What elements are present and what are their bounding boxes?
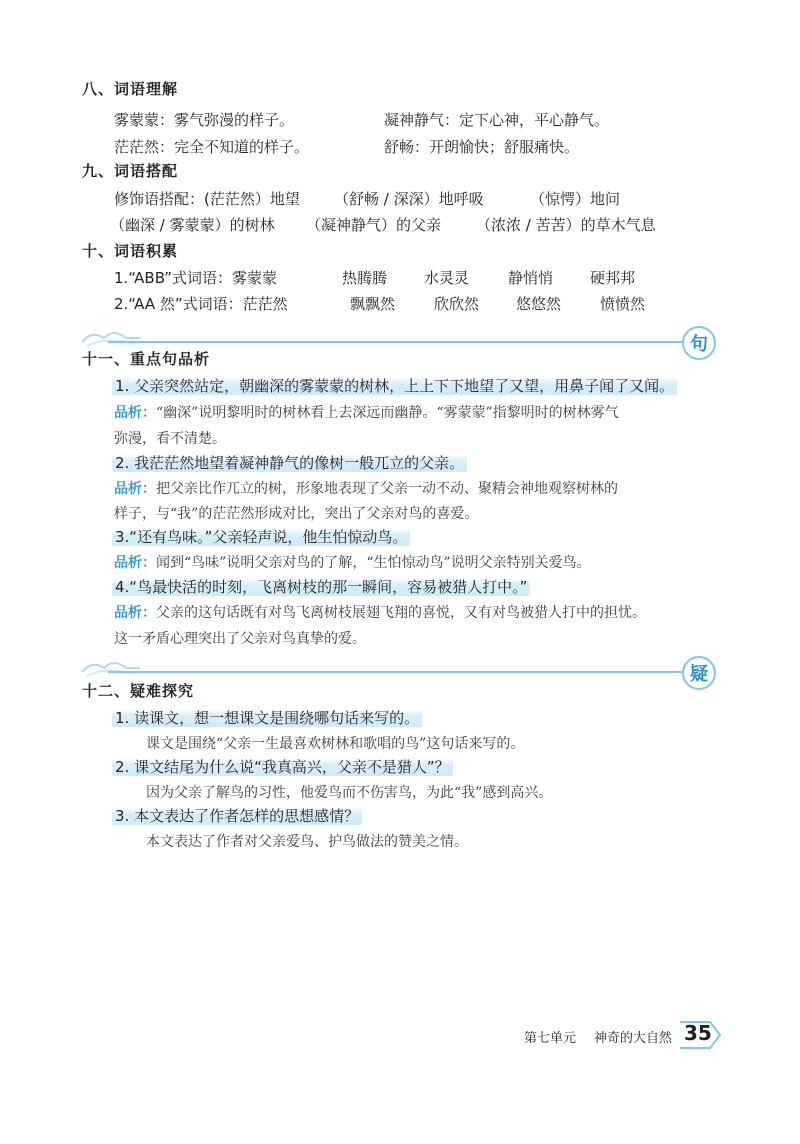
- collocation-item: 修饰语搭配：(茫茫然）地望: [114, 190, 300, 208]
- section-10-title: 十、词语积累: [82, 242, 179, 260]
- footer-unit-title: 神奇的大自然: [594, 1031, 673, 1046]
- question-text: 3. 本文表达了作者怎样的思想感情？: [112, 807, 362, 825]
- collocation-item: （凝神静气）的父亲: [306, 216, 442, 234]
- word-list-item: 热腾腾: [342, 269, 388, 287]
- key-sentence: [112, 452, 467, 473]
- word-list-item: 欣欣然: [434, 295, 480, 313]
- key-sentence-text: 2. 我茫茫然地望着凝神静气的像树一般兀立的父亲。: [112, 454, 467, 472]
- analysis-line: [114, 478, 618, 498]
- word-list-item: 2.“AA 然”式词语：茫茫然: [114, 295, 288, 313]
- answer: 因为父亲了解鸟的习性，他爱鸟而不伤害鸟，为此“我”感到高兴。: [146, 785, 553, 801]
- analysis-text: 闻到“鸟味”说明父亲对鸟的了解，“生怕惊动鸟”说明父亲特别关爱鸟。: [156, 555, 591, 571]
- word-list-item: 悠悠然: [516, 295, 562, 313]
- key-sentence: [112, 526, 410, 547]
- key-sentence-text: 3.“还有鸟味。”父亲轻声说，他生怕惊动鸟。: [112, 528, 410, 546]
- key-sentence: [112, 576, 530, 597]
- key-sentence: [112, 375, 677, 396]
- page-number: 35: [684, 1021, 712, 1045]
- section-12-title: 十二、疑难探究: [82, 682, 195, 700]
- collocation-item: （幽深 / 雾蒙蒙）的树林: [110, 216, 275, 234]
- vocab-item: 茫茫然：完全不知道的样子。: [114, 138, 310, 156]
- analysis-line: [114, 602, 646, 622]
- section-8-title: 八、词语理解: [82, 80, 179, 98]
- answer: 本文表达了作者对父亲爱鸟、护鸟做法的赞美之情。: [146, 834, 468, 850]
- vocab-item: 凝神静气：定下心神，平心静气。: [384, 111, 610, 129]
- analysis-line: 样子，与“我”的茫茫然形成对比，突出了父亲对鸟的喜爱。: [114, 506, 479, 522]
- collocation-item: （惊愕）地问: [530, 190, 621, 208]
- key-sentence-text: 4.“鸟最快活的时刻，飞离树枝的那一瞬间，容易被猎人打中。”: [112, 578, 530, 596]
- word-list-item: 飘飘然: [350, 295, 396, 313]
- analysis-line: [114, 552, 591, 572]
- word-list-item: 1.“ABB”式词语：雾蒙蒙: [114, 269, 277, 287]
- footer-unit: 第七单元: [524, 1031, 577, 1046]
- question: [112, 805, 362, 826]
- analysis-text: 父亲的这句话既有对鸟飞离树枝展翅飞翔的喜悦，又有对鸟被猎人打中的担忧。: [156, 605, 646, 621]
- analysis-line: [114, 402, 619, 422]
- question-badge-icon: 疑: [682, 656, 716, 690]
- key-sentence-text: 1. 父亲突然站定，朝幽深的雾蒙蒙的树林，上上下下地望了又望，用鼻子闻了又闻。: [112, 377, 677, 395]
- section-9-title: 九、词语搭配: [82, 162, 179, 180]
- question: [112, 756, 453, 777]
- analysis-line: 这一矛盾心理突出了父亲对鸟真挚的爱。: [114, 631, 366, 647]
- vocab-item: 舒畅：开朗愉快；舒服痛快。: [384, 138, 580, 156]
- question-text: 1. 读课文，想一想课文是围绕哪句话来写的。: [112, 709, 422, 727]
- analysis-label: 品析：: [114, 481, 156, 497]
- analysis-label: 品析：: [114, 405, 156, 421]
- vocab-item: 雾蒙蒙：雾气弥漫的样子。: [114, 111, 295, 129]
- sentence-badge-icon: 句: [682, 326, 716, 360]
- collocation-item: （浓浓 / 苦苦）的草木气息: [476, 216, 656, 234]
- answer: 课文是围绕“父亲一生最喜欢树林和歌唱的鸟”这句话来写的。: [146, 736, 525, 752]
- word-list-item: 愤愤然: [600, 295, 646, 313]
- question-text: 2. 课文结尾为什么说“我真高兴，父亲不是猎人”？: [112, 758, 453, 776]
- analysis-line: 弥漫，看不清楚。: [114, 431, 226, 447]
- section-11-title: 十一、重点句品析: [82, 350, 211, 368]
- analysis-label: 品析：: [114, 555, 156, 571]
- analysis-label: 品析：: [114, 605, 156, 621]
- analysis-text: 把父亲比作兀立的树，形象地表现了父亲一动不动、聚精会神地观察树林的: [156, 481, 618, 497]
- word-list-item: 硬邦邦: [590, 269, 636, 287]
- word-list-item: 静悄悄: [508, 269, 554, 287]
- collocation-item: （舒畅 / 深深）地呼吸: [334, 190, 484, 208]
- word-list-item: 水灵灵: [424, 269, 470, 287]
- question: [112, 707, 422, 728]
- analysis-text: “幽深”说明黎明时的树林看上去深远而幽静。“雾蒙蒙”指黎明时的树林雾气: [156, 405, 619, 421]
